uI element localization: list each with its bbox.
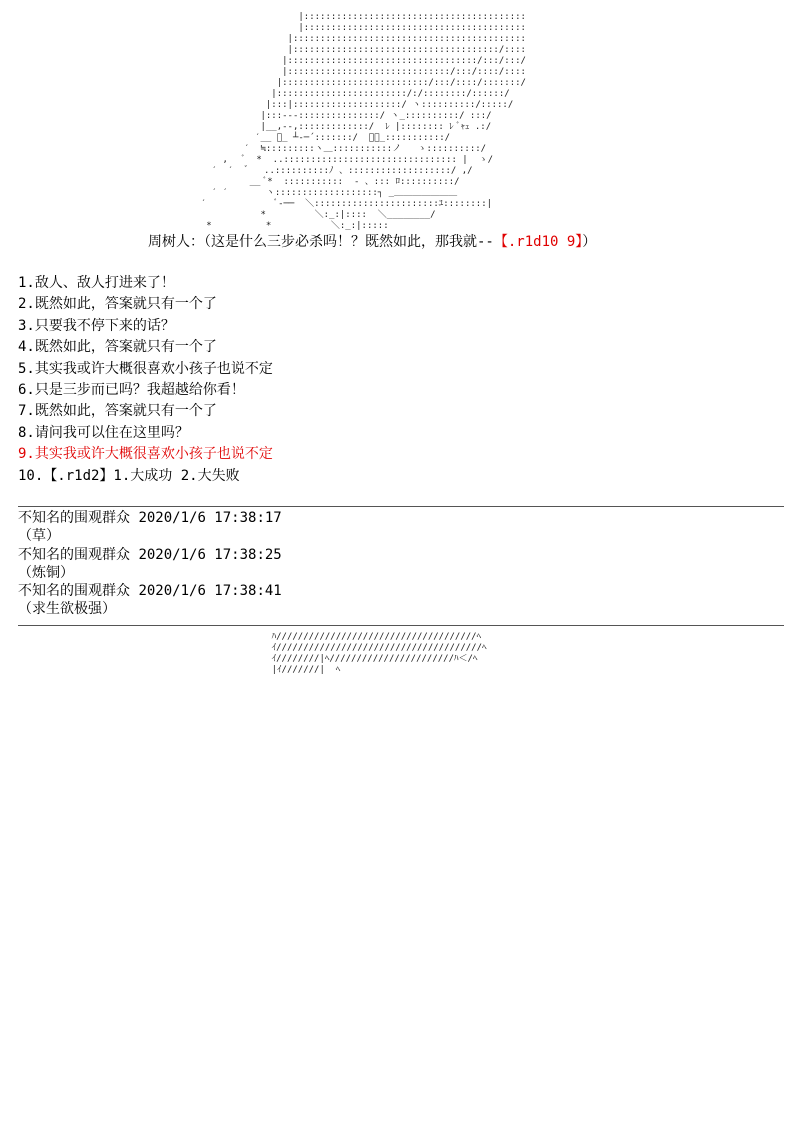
comment-time: 2020/1/6 17:38:17 <box>138 510 282 526</box>
dice-roll-result: 【.r1d10 9】 <box>493 234 583 250</box>
option-9-selected: 9.其实我或许大概很喜欢小孩子也说不定 <box>18 446 273 463</box>
art1-caption-close: ） <box>582 234 597 250</box>
ascii-art-scene-2: ﾊ/////////////////////////////////////ﾍ ｲ//////////////////////////////////////ﾍ ｲ////////|ﾍ///////////////////////ﾊ＜/ﾍ |ｲ///////| ﾍ <box>271 632 487 675</box>
option-1: 1.敌人、敌人打进来了！ <box>18 275 175 291</box>
comment-time: 2020/1/6 17:38:41 <box>138 583 282 600</box>
option-5: 5.其实我或许大概很喜欢小孩子也说不定 <box>18 360 273 377</box>
divider <box>18 625 784 626</box>
comment-time: 2020/1/6 17:38:25 <box>138 546 282 563</box>
option-3: 3.只要我不停下来的话？ <box>18 317 175 334</box>
art1-caption <box>148 233 596 251</box>
options-list <box>18 273 273 487</box>
comment-content: （草） <box>18 528 60 545</box>
comment-list <box>18 509 282 619</box>
option-8: 8.请问我可以住在这里吗？ <box>18 424 189 441</box>
art1-caption-text: 周树人：（这是什么三步必杀吗！？既然如此，那我就-- <box>148 234 494 250</box>
option-7: 7.既然如此，答案就只有一个了 <box>18 403 217 420</box>
comment-header <box>18 509 282 527</box>
comment-author: 不知名的围观群众 <box>18 546 130 563</box>
option-4: 4.既然如此，答案就只有一个了 <box>18 339 217 356</box>
comment-author: 不知名的围观群众 <box>18 510 130 526</box>
ascii-art-scene-1: |::::::::::::::::::::::::::::::::::::::::: |::::::::::::::::::::::::::::::::::::::::: |::::::::::::::::::::::::::::::::::::::::::: |::::::::::::::::::::::::::::::::::::::/:::: |:::::::::::::::::::::::::::::::::::/:::/:::/ |::::::::::::::::::::::::::::::/:::/::::/:::: |:::::::::::::::::::::::::::/:::/::::/:::::::/ |::::::::::::::::::::::::/:/::::::::/::::::/ |:::|::::::::::::::::::::/ ヽ::::::::::/:::::/ |:::-‐-:::::::::::::::/ ヽ_::::::::::/ :::/ |__,‐‐,:::::::::::::/ ﾚ |:::::::: ﾚ ﾞｬｪ .:/ ′__ ﾞ_ ┴-─´:::::::/ ＿＿_:::::::::::/ ′ ≒:::::::::ヽ＿:::::::::::ノ ゝ::::::::::/ , ﾞ * ..:::::::::::::::::::::::::::::::: | ゝ/ ′ ′ ゛ ..::::::::::ﾉ 、:::::::::::::::::::/ ,/ __ ﾞ* ::::::::::: ‐ 、::: ﾛ::::::::::/ ′ ′ ヽ:::::::::::::::::::┐ _＿＿＿＿＿＿＿ ′ ﾞ‐── ＼:::::::::::::::::::::::ﾕ::::::::| * ＼:_:|:::: ＼________/ * * ＼:_:|::::: <box>200 12 526 230</box>
option-2: 2.既然如此，答案就只有一个了 <box>18 296 217 313</box>
comment-header <box>18 546 282 564</box>
option-10: 10.【.r1d2】1.大成功 2.大失败 <box>18 467 240 484</box>
comment-author: 不知名的围观群众 <box>18 583 130 600</box>
comment-content: （炼铜） <box>18 564 74 581</box>
divider <box>18 506 784 507</box>
comment-content: （求生欲极强） <box>18 601 116 618</box>
option-6: 6.只是三步而已吗？我超越给你看！ <box>18 382 245 399</box>
comment-header <box>18 582 282 600</box>
